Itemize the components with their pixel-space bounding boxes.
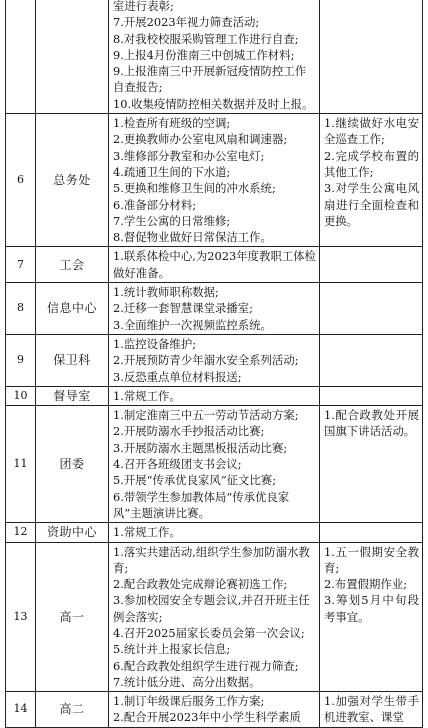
work-item: 3.开展防溺水主题黑板报活动比赛; xyxy=(113,440,288,455)
row-number-cell: 12 xyxy=(6,523,36,542)
next-plan-cell xyxy=(320,114,423,247)
department-cell: 保卫科 xyxy=(36,334,109,386)
completed-work-cell xyxy=(109,542,320,692)
work-item: 5.开展“传承优良家风”征文比赛; xyxy=(113,473,277,488)
work-item: 8.督促物业做好日常保洁工作。 xyxy=(113,230,272,245)
work-item: 5.更换和维修卫生间的冲水系统; xyxy=(113,181,276,196)
department-cell: 资助中心 xyxy=(36,523,109,542)
row-number-cell: 13 xyxy=(6,542,36,692)
row-number-cell xyxy=(6,0,36,114)
table-row xyxy=(6,523,423,542)
table-row xyxy=(6,0,423,114)
work-item: 1.统计教师职称数据; xyxy=(113,285,219,300)
plan-item: 2.布置假期作业; xyxy=(324,577,408,592)
plan-item: 1.五一假期安全教育; xyxy=(324,544,419,575)
work-item: 1.制订年级课后服务工作方案; xyxy=(113,694,265,709)
work-item: 8.对我校校服采购管理工作进行自查; xyxy=(113,31,299,46)
work-item: 1.落实共建活动,组织学生参加防溺水教育; xyxy=(113,544,310,575)
completed-work-cell xyxy=(109,283,320,335)
table-row xyxy=(6,334,423,386)
work-item: 2.更换教师办公室电风扇和调速器; xyxy=(113,132,288,147)
row-number-cell: 11 xyxy=(6,406,36,523)
table-row xyxy=(6,692,423,728)
work-item: 1.常规工作。 xyxy=(113,388,181,403)
table-row xyxy=(6,247,423,283)
plan-item: 1.继续做好水电安全巡查工作; xyxy=(324,116,419,147)
row-number-cell: 9 xyxy=(6,334,36,386)
next-plan-cell xyxy=(320,247,423,283)
plan-item: 2.完成学校布置的其他工作; xyxy=(324,148,419,179)
table-row xyxy=(6,386,423,405)
table-row xyxy=(6,114,423,247)
completed-work-cell xyxy=(109,334,320,386)
work-item: 1.检查所有班级的空调; xyxy=(113,116,231,131)
department-cell: 工会 xyxy=(36,247,109,283)
completed-work-cell xyxy=(109,247,320,283)
work-item: 2.开展预防青少年溺水安全系列活动; xyxy=(113,353,299,368)
plan-item: 1.配合政教处开展国旗下讲话活动。 xyxy=(324,408,419,439)
work-item: 7.学生公寓的日常维修; xyxy=(113,213,231,228)
work-item: 9.上报淮南三中开展新冠疫情防控工作自查报告; xyxy=(113,64,307,95)
work-summary-table xyxy=(5,0,423,728)
work-item: 1.制定淮南三中五一劳动节活动方案; xyxy=(113,408,299,423)
table-row xyxy=(6,406,423,523)
row-number-cell: 8 xyxy=(6,283,36,335)
next-plan-cell xyxy=(320,542,423,692)
work-item: 5.统计并上报家长信息; xyxy=(113,642,231,657)
work-item: 室进行表彰; xyxy=(113,0,174,13)
completed-work-cell xyxy=(109,114,320,247)
work-item: 3.反恐重点单位材料报送; xyxy=(113,369,242,384)
completed-work-cell xyxy=(109,386,320,405)
row-number-cell: 14 xyxy=(6,692,36,728)
next-plan-cell xyxy=(320,692,423,728)
next-plan-cell xyxy=(320,283,423,335)
work-item: 2.开展防溺水手抄报活动比赛; xyxy=(113,424,265,439)
work-item: 9.上报4月份淮南三中创城工作材料; xyxy=(113,47,295,62)
completed-work-cell xyxy=(109,406,320,523)
work-item: 3.参加校园安全专题会议,并召开班主任例会落实; xyxy=(113,593,310,624)
completed-work-cell xyxy=(109,0,320,114)
work-item: 4.召开2025届家长委员会第一次会议; xyxy=(113,625,305,640)
department-cell: 总务处 xyxy=(36,114,109,247)
table-row xyxy=(6,542,423,692)
work-item: 3.维修部分教室和办公室电灯; xyxy=(113,148,265,163)
work-item: 1.联系体检中心,为2023年度教职工体检做好准备。 xyxy=(113,249,316,280)
next-plan-cell xyxy=(320,406,423,523)
completed-work-cell xyxy=(109,692,320,728)
work-summary-document xyxy=(5,0,422,728)
work-item: 7.统计低分进、高分出数据。 xyxy=(113,674,261,689)
plan-item: 3.对学生公寓电风扇进行全面检查和更换。 xyxy=(324,181,419,228)
work-item: 7.开展2023年视力筛查活动; xyxy=(113,15,260,30)
work-item: 2.迁移一套智慧课堂录播室; xyxy=(113,301,254,316)
department-cell: 高二 xyxy=(36,692,109,728)
next-plan-cell xyxy=(320,334,423,386)
department-cell: 督导室 xyxy=(36,386,109,405)
table-row xyxy=(6,283,423,335)
work-item: 3.全面维护一次视频监控系统。 xyxy=(113,317,272,332)
completed-work-cell xyxy=(109,523,320,542)
work-item: 6.准备部分材料; xyxy=(113,197,197,212)
work-item: 4.疏通卫生间的下水道; xyxy=(113,164,231,179)
next-plan-cell xyxy=(320,386,423,405)
plan-item: 3.筹划5月中旬段考事宜。 xyxy=(324,593,419,624)
department-cell: 信息中心 xyxy=(36,283,109,335)
plan-item: 1.加强对学生带手机进教室、课堂 xyxy=(324,694,419,725)
next-plan-cell xyxy=(320,523,423,542)
work-item: 2.配合政教处完成辩论赛初选工作; xyxy=(113,577,288,592)
department-cell: 高一 xyxy=(36,542,109,692)
table-body xyxy=(6,0,423,727)
work-item: 1.常规工作。 xyxy=(113,525,181,540)
work-item: 6.带领学生参加教体局“传承优良家风”主题演讲比赛。 xyxy=(113,489,290,520)
work-item: 4.召开各班级团支书会议; xyxy=(113,457,242,472)
department-cell: 团委 xyxy=(36,406,109,523)
next-plan-cell xyxy=(320,0,423,114)
row-number-cell: 10 xyxy=(6,386,36,405)
row-number-cell: 7 xyxy=(6,247,36,283)
work-item: 6.配合政教处组织学生进行视力筛查; xyxy=(113,658,299,673)
row-number-cell: 6 xyxy=(6,114,36,247)
work-item: 1.监控设备维护; xyxy=(113,336,197,351)
department-cell xyxy=(36,0,109,114)
work-item: 2.配合开展2023年中小学生科学素质 xyxy=(113,710,301,725)
work-item: 10.收集疫情防控相关数据并及时上报。 xyxy=(113,96,314,111)
